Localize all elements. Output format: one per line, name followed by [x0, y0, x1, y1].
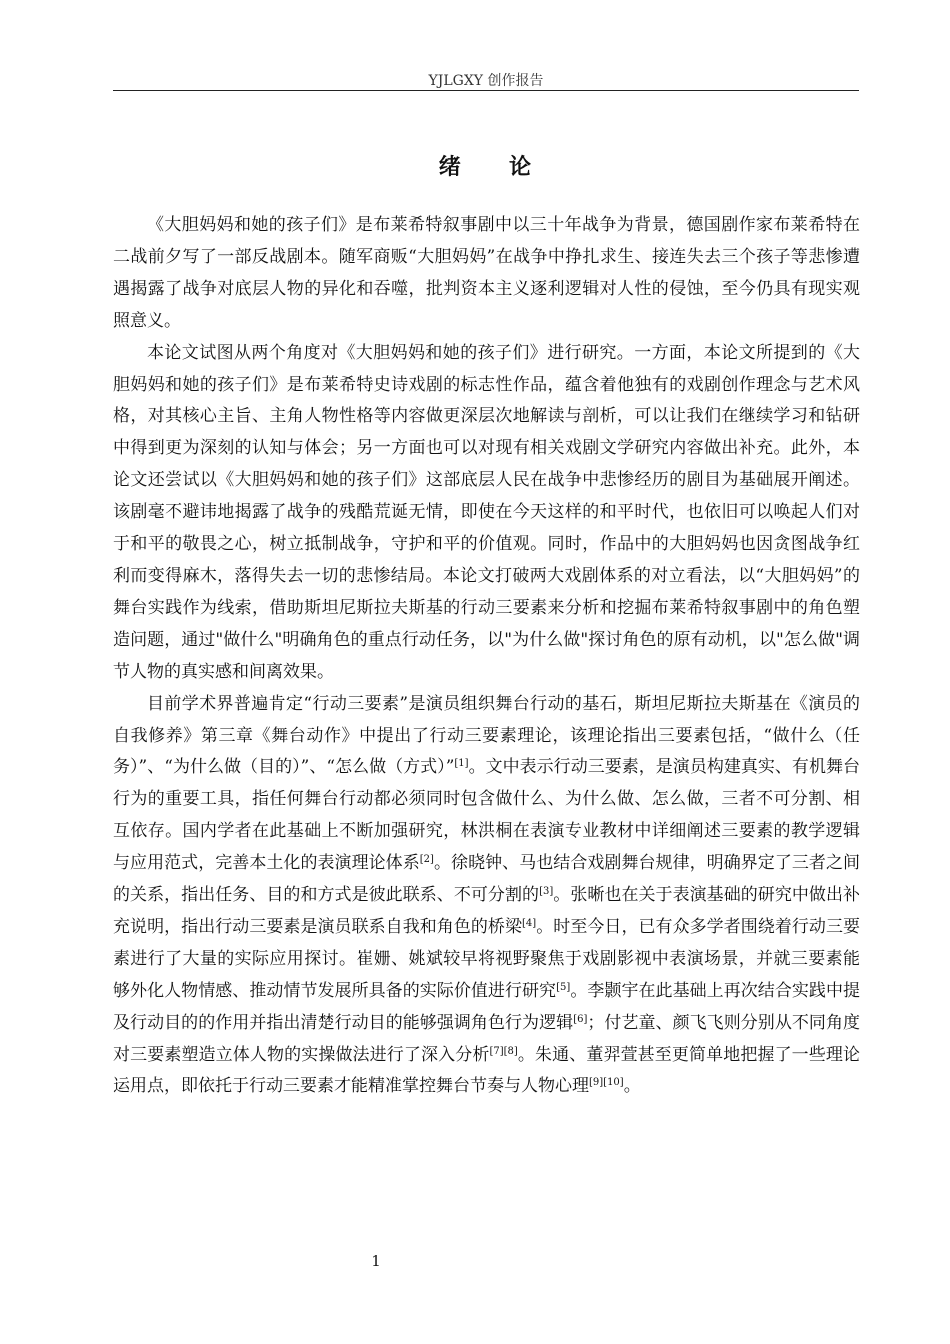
paragraph-3-text: 。张晰也在关于表演基础的研究中做出补充说明，指出行动三要素是演员联系自我和角色的桥梁 [113, 885, 860, 937]
paragraph-3 [113, 689, 860, 1104]
paragraph-3-text: 。时至今日，已有众多学者围绕着行动三要素进行了大量的实际应用探讨。崔姗、姚斌较早将视野聚焦于戏剧影视中表演场景，并就三要素能够外化人物情感、推动情节发展所具备的实际价值进行研究 [113, 916, 861, 1001]
header-rule [113, 90, 859, 91]
citation-ref: [2] [419, 854, 434, 866]
paragraph-1: 《大胆妈妈和她的孩子们》是布莱希特叙事剧中以三十年战争为背景，德国剧作家布莱希特在二战前夕写了一部反战剧本。随军商贩“大胆妈妈”在战争中挣扎求生、接连失去三个孩子等悲惨遭遇揭露了战争对底层人物的异化和吞噬，批判资本主义逐利逻辑对人性的侵蚀，至今仍具有现实观照意义。 [113, 215, 860, 331]
body-text [113, 210, 860, 1103]
title-char-2: 论 [509, 154, 534, 180]
page-number: 1 [371, 1252, 381, 1270]
running-header: YJLGXY 创作报告 [428, 73, 544, 89]
citation-ref: [1] [454, 758, 469, 770]
citation-ref: [9][10] [589, 1077, 624, 1089]
citation-ref: [6] [573, 1013, 588, 1025]
paragraph-3-text: 。 [623, 1076, 641, 1097]
paragraph-3-text: 。文中表示行动三要素，是演员构建真实、有机舞台行为的重要工具，指任何舞台行动都必须同时包含做什么、为什么做、怎么做，三者不可分割、相互依存。国内学者在此基础上不断加强研究，林洪桐在表演专业教材中详细阐述三要素的教学逻辑与应用范式，完善本土化的表演理论体系 [113, 757, 860, 874]
section-title [113, 150, 859, 181]
title-char-1: 绪 [438, 154, 463, 180]
paragraph-2: 本论文试图从两个角度对《大胆妈妈和她的孩子们》进行研究。一方面，本论文所提到的《大胆妈妈和她的孩子们》是布莱希特史诗戏剧的标志性作品，蕴含着他独有的戏剧创作理念与艺术风格，对其核心主旨、主角人物性格等内容做更深层次地解读与剖析，可以让我们在继续学习和钻研中得到更为深刻的认知与体会；另一方面也可以对现有相关戏剧文学研究内容做出补充。此外，本论文还尝试以《大胆妈妈和她的孩子们》这部底层人民在战争中悲惨经历的剧目为基础展开阐述。该剧毫不避讳地揭露了战争的残酷荒诞无情，即使在今天这样的和平时代，也依旧可以唤起人们对于和平的敬畏之心，树立抵制战争，守护和平的价值观。同时，作品中的大胆妈妈也因贪图战争红利而变得麻木，落得失去一切的悲惨结局。本论文打破两大戏剧体系的对立看法，以“大胆妈妈”的舞台实践作为线索，借助斯坦尼斯拉夫斯基的行动三要素来分析和挖掘布莱希特叙事剧中的角色塑造问题，通过"做什么"明确角色的重点行动任务，以"为什么做"探讨角色的原有动机，以"怎么做"调节人物的真实感和间离效果。 [113, 342, 860, 682]
citation-ref: [4] [522, 917, 537, 929]
paragraph-3-text: ；付艺童、颜飞飞则分别从不同角度对三要素塑造立体人物的实操做法进行了深入分析 [113, 1012, 861, 1065]
paragraph-3-text: 。李颢宇在此基础上再次结合实践中提及行动目的的作用并指出清楚行动目的能够强调角色行为逻辑 [113, 980, 861, 1033]
paragraph-3-text: 。徐晓钟、马也结合戏剧舞台规律，明确界定了三者之间的关系，指出任务、目的和方式是彼此联系、不可分割的 [113, 853, 860, 906]
citation-ref: [3] [539, 886, 554, 898]
paragraph-3-text: 目前学术界普遍肯定“行动三要素”是演员组织舞台行动的基石，斯坦尼斯拉夫斯基在《演员的自我修养》第三章《舞台动作》中提出了行动三要素理论，该理论指出三要素包括，“做什么（任务）”、“为什么做（目的）”、“怎么做（方式）” [113, 693, 860, 778]
citation-ref: [7][8] [489, 1045, 518, 1057]
citation-ref: [5] [556, 981, 571, 993]
paragraph-3-text: 。朱通、董羿萱甚至更简单地把握了一些理论运用点，即依托于行动三要素才能精准掌控舞台节奏与人物心理 [113, 1044, 861, 1097]
